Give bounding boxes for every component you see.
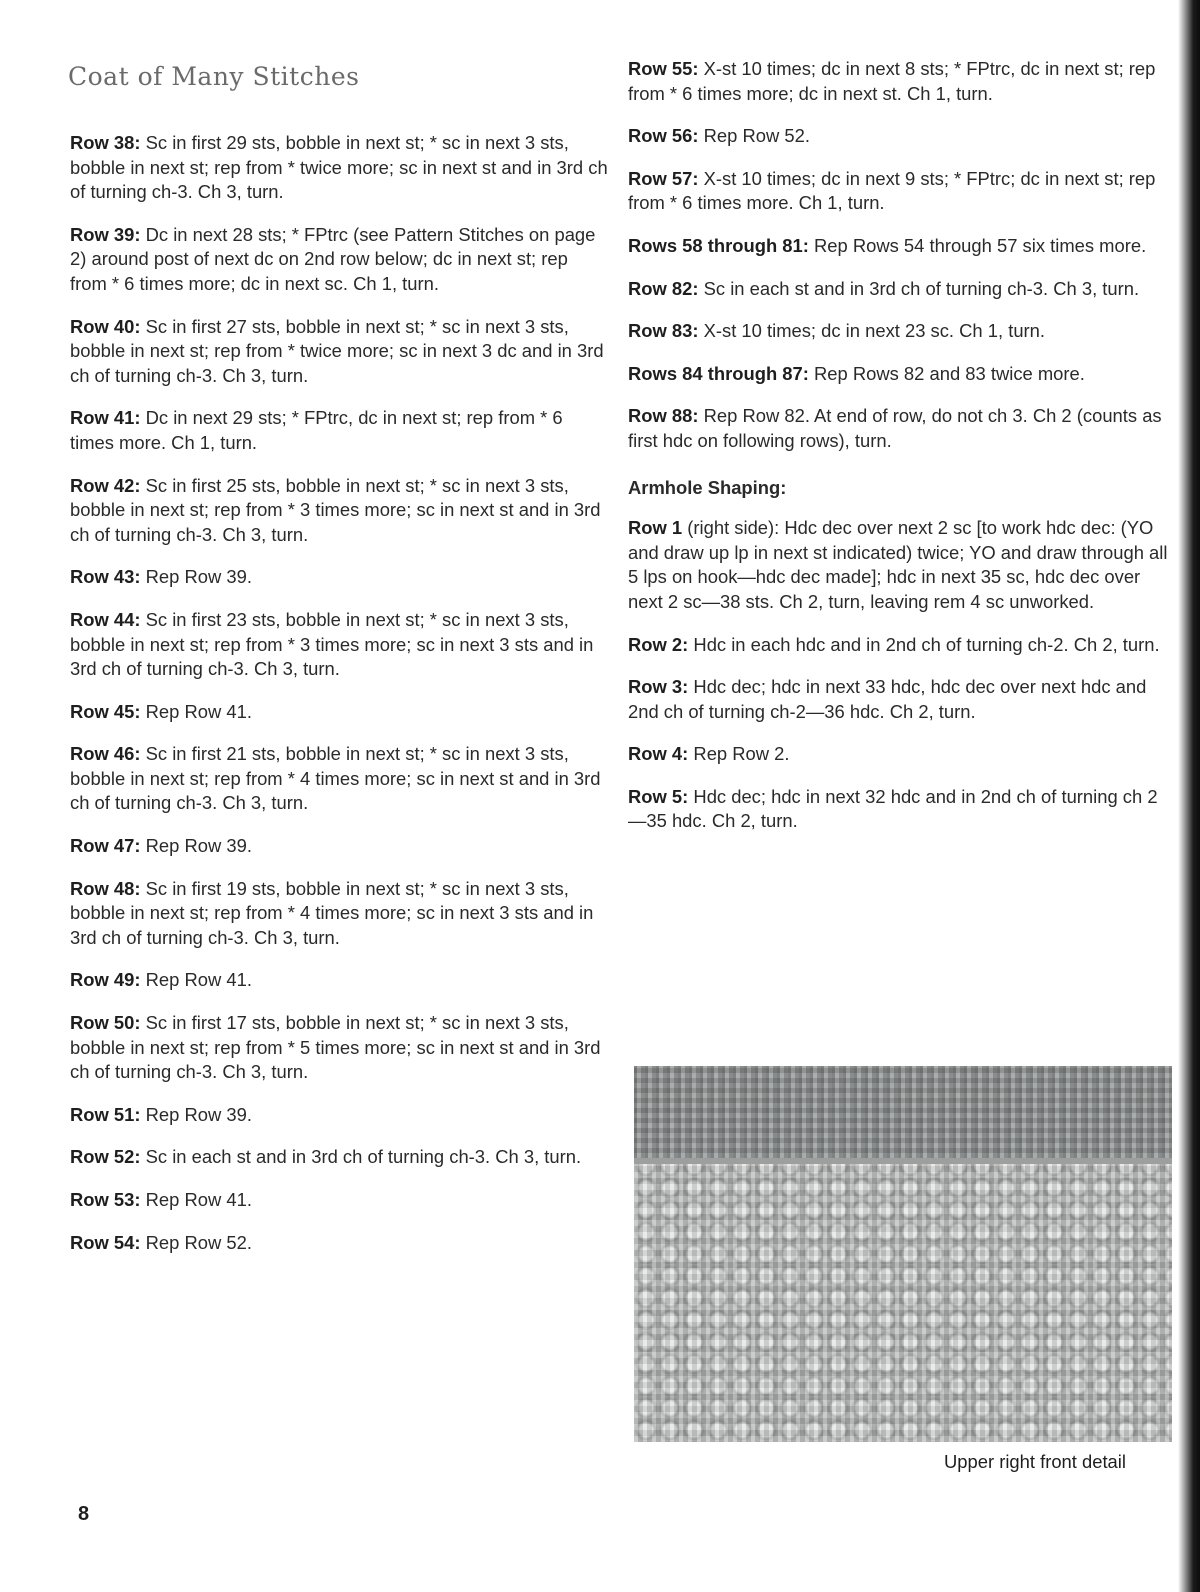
row-instructions: (right side): Hdc dec over next 2 sc [to work hdc dec: (YO and draw up lp in next st indicated) twice; YO and draw through all 5 lps on hook—hdc dec made]; hdc in next 35 sc, hdc dec over next 2 sc—38 sts. Ch 2, turn, leaving rem 4 sc unworked.	[628, 517, 1168, 612]
pattern-row	[628, 167, 1168, 216]
row-instructions: Rep Row 41.	[140, 969, 252, 991]
pattern-row	[70, 1103, 608, 1128]
photo-caption: Upper right front detail	[944, 1451, 1126, 1472]
row-label: Row 52:	[70, 1146, 141, 1168]
pattern-row	[70, 406, 608, 455]
row-label: Row 43:	[70, 566, 141, 588]
row-label: Row 3:	[628, 676, 689, 698]
row-label: Row 42:	[70, 474, 141, 496]
row-instructions: Rep Row 82. At end of row, do not ch 3. Ch 2 (counts as first hdc on following rows), turn.	[628, 405, 1162, 451]
pattern-row	[70, 565, 608, 590]
row-label: Row 45:	[70, 700, 141, 722]
pattern-row	[70, 742, 608, 816]
right-rows	[628, 57, 1168, 454]
page-number: 8	[78, 1503, 90, 1525]
pattern-row	[70, 608, 608, 682]
pattern-row	[628, 124, 1168, 149]
pattern-row	[70, 474, 608, 548]
row-label: Row 46:	[70, 743, 141, 765]
row-label: Row 88:	[628, 405, 699, 427]
row-label: Row 41:	[70, 407, 141, 429]
row-label: Row 1	[628, 517, 683, 539]
row-label: Row 50:	[70, 1012, 141, 1034]
row-label: Row 53:	[70, 1189, 141, 1210]
row-label: Row 54:	[70, 1231, 141, 1253]
pattern-row	[628, 785, 1168, 834]
armhole-heading: Armhole Shaping:	[628, 476, 787, 498]
pattern-row	[70, 1231, 608, 1256]
row-instructions: Sc in each st and in 3rd ch of turning ch-3. Ch 3, turn.	[140, 1146, 582, 1168]
row-instructions: X-st 10 times; dc in next 23 sc. Ch 1, turn.	[698, 320, 1046, 342]
row-label: Row 82:	[628, 277, 699, 299]
row-label: Row 4:	[628, 743, 689, 765]
pattern-row	[70, 223, 608, 297]
row-label: Row 47:	[70, 835, 141, 857]
pattern-row	[70, 1188, 608, 1213]
row-instructions: Hdc in each hdc and in 2nd ch of turning ch-2. Ch 2, turn.	[688, 633, 1160, 655]
stitch-detail-photo	[634, 1066, 1172, 1442]
armhole-rows	[628, 516, 1168, 834]
pattern-row	[628, 742, 1168, 767]
row-label: Row 39:	[70, 223, 141, 245]
row-label: Row 51:	[70, 1103, 141, 1125]
row-instructions: Dc in next 29 sts; * FPtrc, dc in next st; rep from * 6 times more. Ch 1, turn.	[70, 407, 563, 453]
row-instructions: X-st 10 times; dc in next 8 sts; * FPtrc, dc in next st; rep from * 6 times more; dc in next st. Ch 1, turn.	[628, 58, 1156, 104]
row-instructions: Hdc dec; hdc in next 33 hdc, hdc dec over next hdc and 2nd ch of turning ch-2—36 hdc. Ch 2, turn.	[628, 676, 1147, 722]
pattern-row	[70, 1011, 608, 1085]
row-label: Row 44:	[70, 608, 141, 630]
row-instructions: Rep Row 52.	[698, 125, 810, 147]
pattern-row	[628, 675, 1168, 724]
book-spine-shadow	[1178, 0, 1200, 1592]
row-instructions: Sc in first 27 sts, bobble in next st; * sc in next 3 sts, bobble in next st; rep from * twice more; sc in next 3 dc and in 3rd ch of turning ch-3. Ch 3, turn.	[70, 315, 604, 386]
pattern-row	[628, 404, 1168, 453]
pattern-row	[70, 877, 608, 951]
row-instructions: Rep Row 39.	[140, 835, 252, 857]
pattern-row	[628, 516, 1168, 614]
row-label: Row 40:	[70, 315, 141, 337]
row-instructions: Rep Row 2.	[688, 743, 790, 765]
row-label: Row 38:	[70, 132, 141, 153]
row-label: Row 2:	[628, 633, 689, 655]
page-title: Coat of Many Stitches	[68, 62, 360, 91]
row-instructions: Hdc dec; hdc in next 32 hdc and in 2nd ch of turning ch 2—35 hdc. Ch 2, turn.	[628, 785, 1158, 832]
row-label: Row 55:	[628, 58, 699, 79]
row-instructions: Sc in first 17 sts, bobble in next st; * sc in next 3 sts, bobble in next st; rep from * 5 times more; sc in next st and in 3rd ch of turning ch-3. Ch 3, turn.	[70, 1012, 601, 1083]
row-instructions: Sc in first 23 sts, bobble in next st; * sc in next 3 sts, bobble in next st; rep from * 3 times more; sc in next 3 sts and in 3rd ch of turning ch-3. Ch 3, turn.	[70, 608, 594, 680]
pattern-row	[70, 1145, 608, 1170]
row-label: Row 5:	[628, 785, 689, 807]
row-label: Rows 58 through 81:	[628, 234, 809, 256]
row-instructions: Sc in first 21 sts, bobble in next st; * sc in next 3 sts, bobble in next st; rep from * 4 times more; sc in next st and in 3rd ch of turning ch-3. Ch 3, turn.	[70, 743, 601, 814]
pattern-row	[628, 633, 1168, 658]
row-label: Row 57:	[628, 167, 699, 189]
row-instructions: Rep Row 39.	[140, 566, 252, 588]
row-instructions: Sc in first 19 sts, bobble in next st; * sc in next 3 sts, bobble in next st; rep from * 4 times more; sc in next 3 sts and in 3rd ch of turning ch-3. Ch 3, turn.	[70, 877, 594, 948]
row-label: Rows 84 through 87:	[628, 362, 809, 384]
row-instructions: Sc in first 25 sts, bobble in next st; * sc in next 3 sts, bobble in next st; rep from * 3 times more; sc in next st and in 3rd ch of turning ch-3. Ch 3, turn.	[70, 474, 601, 545]
row-instructions: Rep Row 41.	[140, 1189, 252, 1210]
left-column	[70, 131, 608, 1273]
row-label: Row 83:	[628, 320, 699, 342]
photo-top-band	[634, 1066, 1172, 1158]
pattern-row	[628, 319, 1168, 344]
pattern-row	[70, 700, 608, 725]
pattern-row	[70, 834, 608, 859]
row-label: Row 49:	[70, 969, 141, 991]
pattern-row	[628, 57, 1168, 106]
row-instructions: Sc in each st and in 3rd ch of turning ch-3. Ch 3, turn.	[698, 277, 1140, 299]
row-instructions: X-st 10 times; dc in next 9 sts; * FPtrc; dc in next st; rep from * 6 times more. Ch 1, turn.	[628, 167, 1156, 214]
row-label: Row 48:	[70, 877, 141, 899]
row-instructions: Dc in next 28 sts; * FPtrc (see Pattern Stitches on page 2) around post of next dc on 2nd row below; dc in next st; rep from * 6 times more; dc in next sc. Ch 1, turn.	[70, 223, 596, 294]
row-instructions: Rep Rows 82 and 83 twice more.	[808, 362, 1085, 384]
right-column	[628, 57, 1168, 852]
photo-divider	[634, 1158, 1172, 1164]
row-instructions: Rep Row 52.	[140, 1231, 252, 1253]
row-instructions: Rep Row 41.	[140, 700, 252, 722]
pattern-row	[628, 362, 1168, 387]
pattern-row	[70, 315, 608, 389]
row-label: Row 56:	[628, 125, 699, 147]
row-instructions: Sc in first 29 sts, bobble in next st; * sc in next 3 sts, bobble in next st; rep from * twice more; sc in next st and in 3rd ch of turning ch-3. Ch 3, turn.	[70, 132, 608, 203]
row-instructions: Rep Row 39.	[140, 1103, 252, 1125]
pattern-row	[628, 277, 1168, 302]
pattern-row	[70, 968, 608, 993]
row-instructions: Rep Rows 54 through 57 six times more.	[808, 234, 1147, 256]
pattern-row	[628, 234, 1168, 259]
pattern-row	[70, 131, 608, 205]
